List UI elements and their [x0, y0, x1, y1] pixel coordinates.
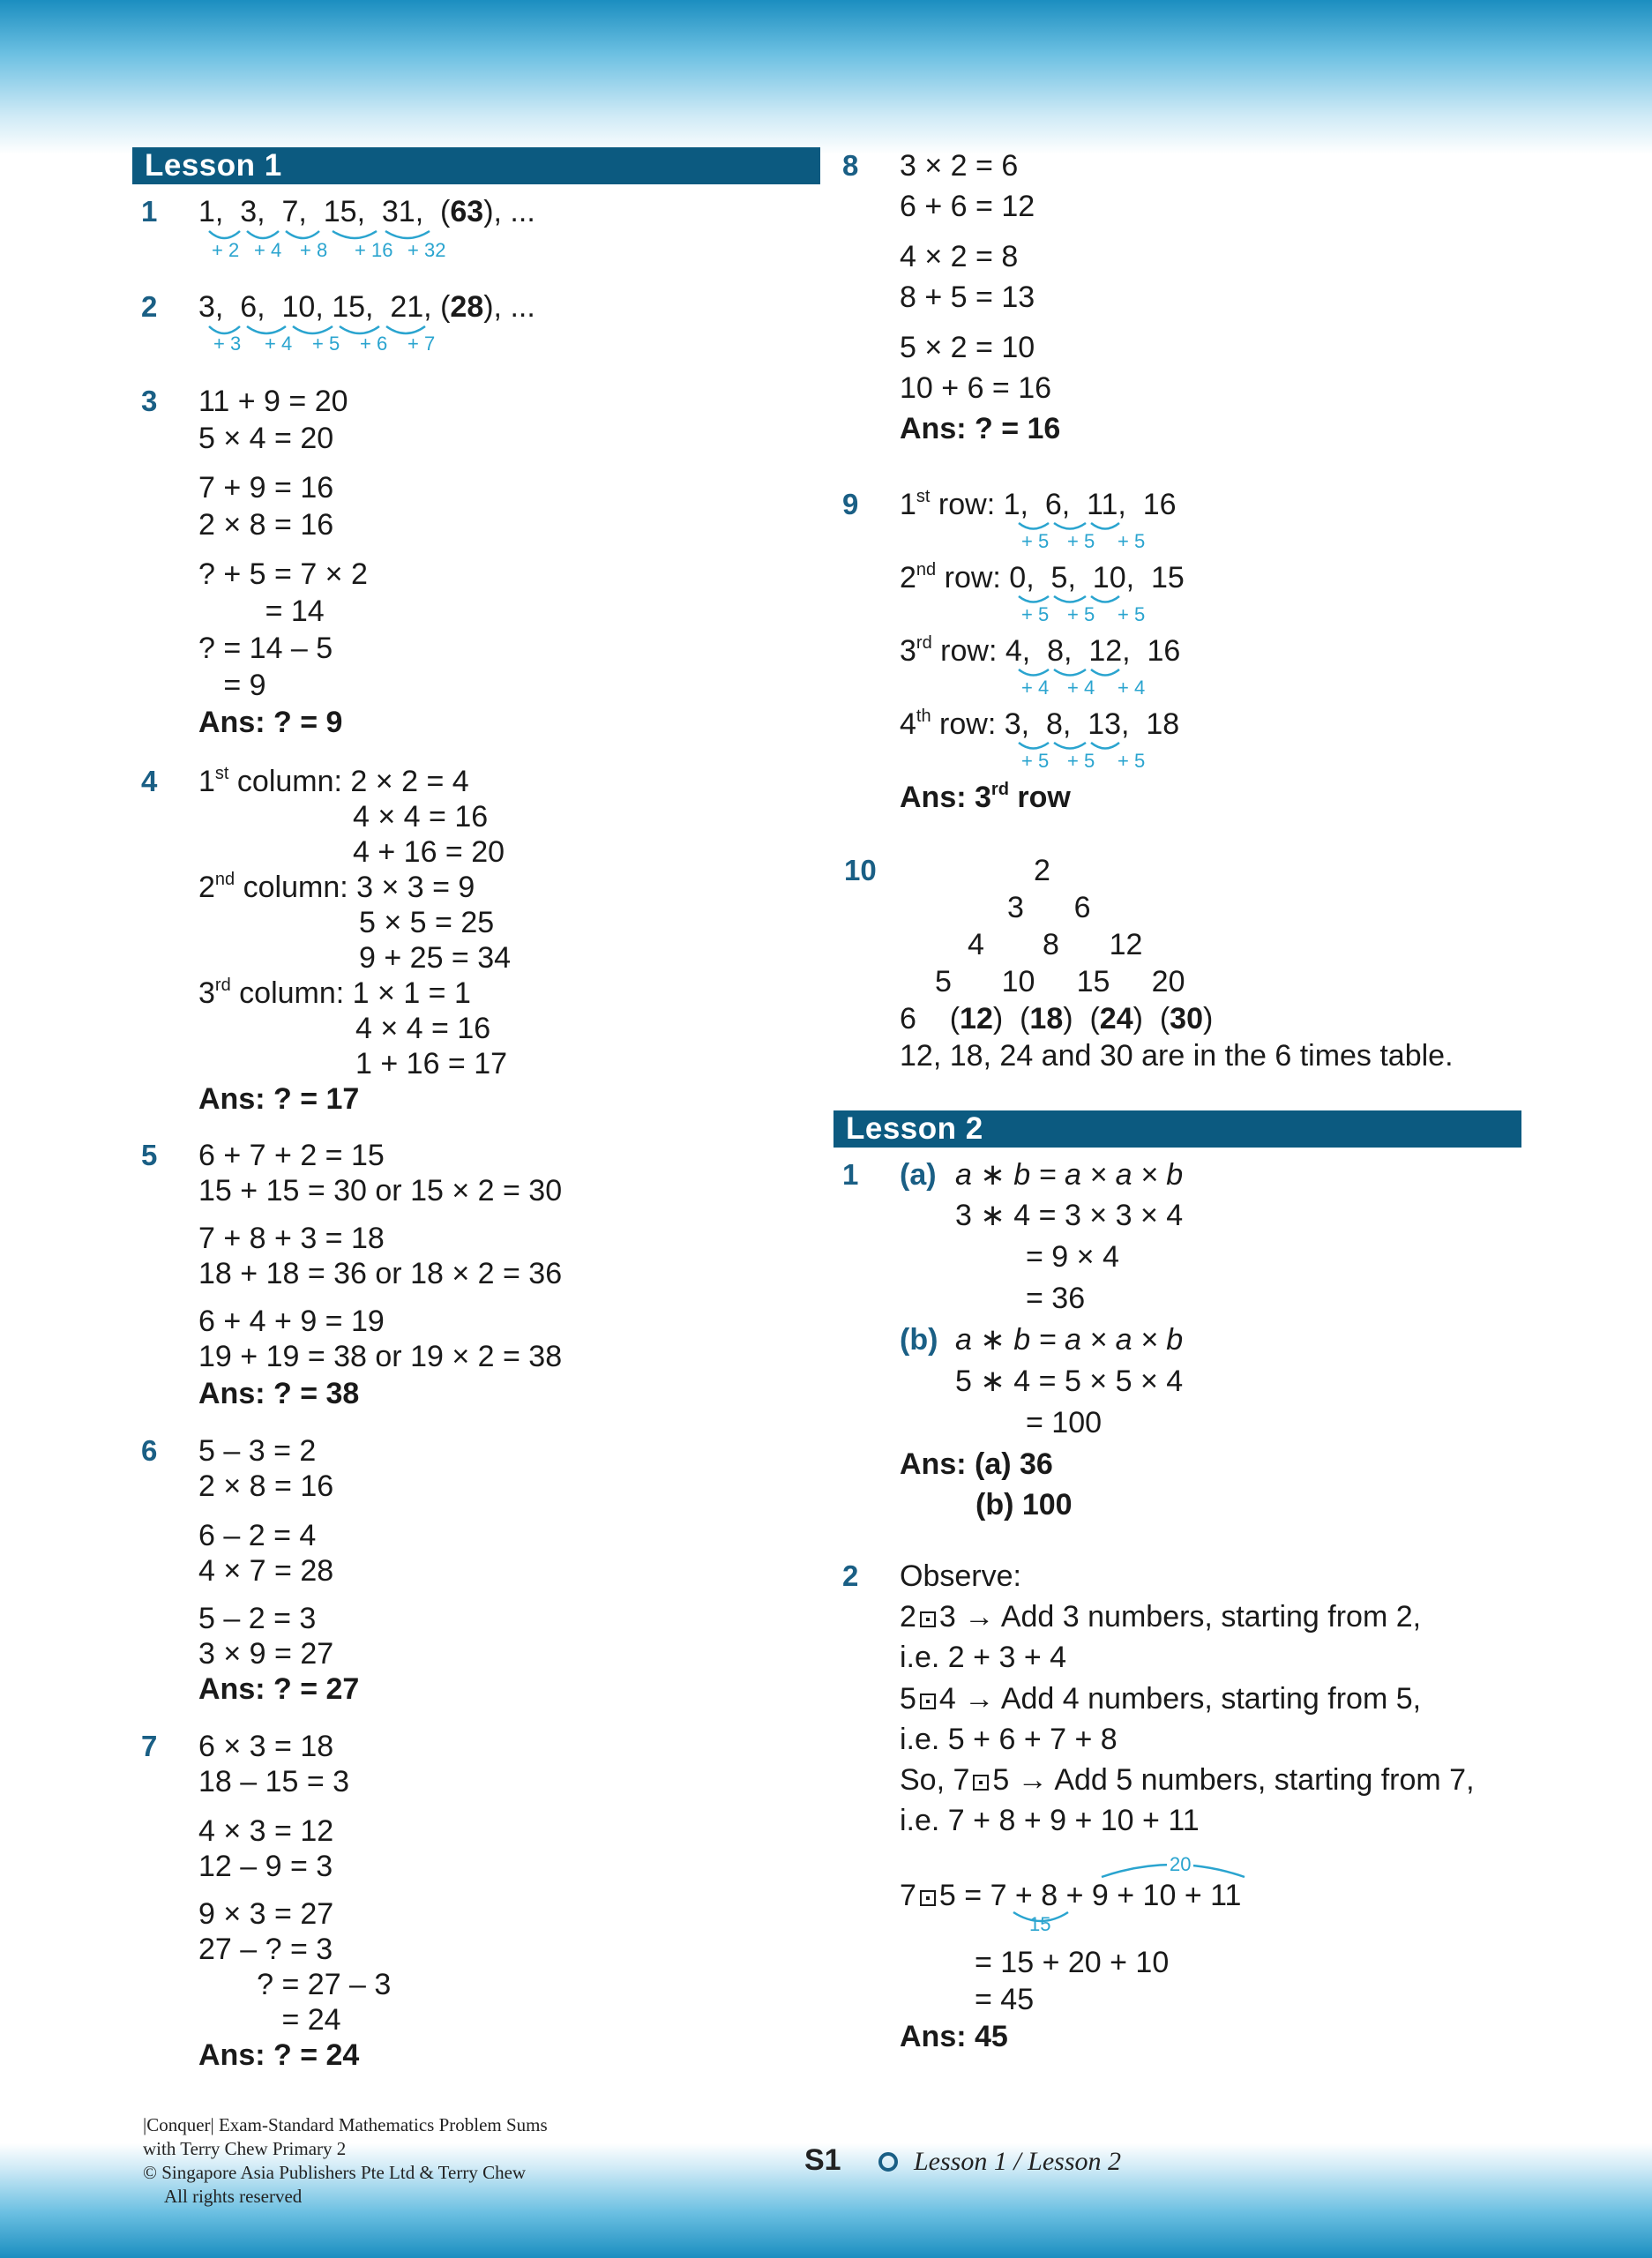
working-line: 4 × 4 = 16: [355, 1012, 491, 1045]
question-6: [132, 1433, 820, 1716]
difference-label: + 4: [265, 333, 293, 355]
question-number: 7: [141, 1730, 158, 1762]
working-line: i.e. 5 + 6 + 7 + 8: [900, 1723, 1118, 1756]
rule-line: [900, 1762, 1475, 1798]
question-number: 5: [141, 1139, 158, 1171]
column-text: column: 3 × 3 = 9: [235, 871, 475, 904]
ordinal-number: 1: [198, 765, 215, 798]
working-line: 4 × 2 = 8: [900, 240, 1019, 273]
answer-number: 24: [1099, 1002, 1133, 1036]
ordinal-number: 3: [198, 976, 215, 1010]
triangle-row-4: 5 10 15 20: [935, 965, 1185, 998]
working-line: 9 + 25 = 34: [359, 941, 512, 975]
ordinal-number: 3: [900, 634, 916, 668]
triangle-row-3: 4 8 12: [968, 928, 1143, 961]
working-line: 19 + 19 = 38 or 19 × 2 = 38: [198, 1340, 563, 1373]
question-5: [132, 1138, 820, 1420]
difference-label: + 2: [212, 239, 240, 261]
book-title-line: |Conquer| Exam-Standard Mathematics Problem Sums: [143, 2114, 548, 2135]
working-line: 10 + 6 = 16: [900, 371, 1052, 405]
rule-number: So, 7: [900, 1763, 970, 1797]
working-line: 1 + 16 = 17: [355, 1047, 508, 1080]
answer-prefix: Ans: 3: [900, 781, 991, 814]
working-line: 11 + 9 = 20: [198, 385, 348, 418]
copyright-block: [143, 2113, 548, 2209]
ordinal-suffix: rd: [214, 976, 231, 995]
row-text: ) (: [1132, 1002, 1170, 1036]
row-3-line: [900, 633, 1180, 669]
answer-number: 12: [960, 1002, 993, 1036]
row-text: ): [1202, 1002, 1214, 1036]
question-10: [833, 853, 1521, 1073]
working-line: = 9: [198, 669, 266, 702]
ordinal-number: 2: [900, 561, 916, 594]
lesson-2-question-2: [833, 1559, 1521, 2061]
answer-line: Ans: 45: [900, 2020, 1008, 2053]
answer-line: Ans: ? = 9: [198, 706, 343, 739]
difference-label: + 4: [1118, 677, 1146, 699]
column-1-line: [198, 764, 469, 799]
question-2: [132, 289, 820, 360]
working-line: 5 – 3 = 2: [198, 1434, 317, 1468]
top-sum-label: 20: [1167, 1854, 1193, 1875]
ordinal-number: 4: [900, 707, 916, 741]
question-number: 6: [141, 1434, 158, 1467]
working-line: 6 × 3 = 18: [198, 1730, 334, 1763]
working-line: ? = 14 – 5: [198, 632, 333, 665]
working-line: = 100: [1026, 1406, 1103, 1439]
working-line: 3 ∗ 4 = 3 × 3 × 4: [955, 1199, 1184, 1232]
working-line: = 14: [198, 594, 325, 628]
answer-number: 18: [1029, 1002, 1064, 1036]
working-line: ? + 5 = 7 × 2: [198, 557, 368, 591]
difference-label: + 16: [355, 239, 393, 261]
working-line: ? = 27 – 3: [198, 1968, 392, 2001]
box-operator-icon: [920, 1694, 936, 1709]
copyright-line: © Singapore Asia Publishers Pte Ltd & Terry Chew: [143, 2162, 527, 2183]
ordinal-suffix: th: [916, 707, 931, 726]
working-line: = 36: [1026, 1282, 1086, 1315]
answer-line: Ans: ? = 38: [198, 1377, 360, 1410]
answer-line: [900, 780, 1071, 815]
box-operator-icon: [920, 1611, 936, 1627]
row-text: ) (: [992, 1002, 1030, 1036]
working-line: 2 × 8 = 16: [198, 1469, 334, 1503]
working-line: = 15 + 20 + 10: [975, 1946, 1170, 1979]
working-line: i.e. 7 + 8 + 9 + 10 + 11: [900, 1804, 1200, 1837]
ordinal-number: 2: [198, 871, 215, 904]
triangle-row-1: 2: [1034, 854, 1050, 887]
difference-label: + 5: [1118, 603, 1146, 625]
box-operator-icon: [920, 1890, 936, 1906]
column-text: column: 2 × 2 = 4: [228, 765, 469, 798]
row-text: 6 (: [900, 1002, 961, 1036]
rule-number: 7: [900, 1879, 916, 1912]
question-number: 1: [842, 1158, 859, 1191]
difference-label: + 5: [1067, 603, 1095, 625]
question-number: 2: [842, 1559, 859, 1592]
working-line: 3 × 2 = 6: [900, 149, 1019, 183]
sequence-tail: ), ...: [483, 290, 535, 324]
rule-line: [900, 1599, 1421, 1634]
answer-suffix: row: [1008, 781, 1071, 814]
sequence-tail: ), ...: [483, 195, 535, 228]
working-line: 6 – 2 = 4: [198, 1519, 317, 1552]
question-number: 1: [141, 195, 158, 228]
rule-text: 4 → Add 4 numbers, starting from 5,: [938, 1682, 1422, 1716]
difference-label: + 5: [1021, 603, 1050, 625]
working-line: 2 × 8 = 16: [198, 508, 334, 542]
answer-line: Ans: ? = 24: [198, 2038, 360, 2072]
working-line: 5 ∗ 4 = 5 × 5 × 4: [955, 1365, 1184, 1398]
triangle-row-5: [900, 1001, 1213, 1036]
question-8: [833, 148, 1521, 448]
working-line: 5 – 2 = 3: [198, 1602, 317, 1635]
difference-label: + 5: [1118, 750, 1146, 772]
row-text: row: 1, 6, 11, 16: [930, 488, 1177, 521]
observe-line: Observe:: [900, 1559, 1021, 1593]
rule-line: [900, 1681, 1421, 1716]
ordinal-suffix: rd: [916, 633, 932, 653]
column-text: column: 1 × 1 = 1: [230, 976, 471, 1010]
ordinal-suffix: st: [214, 764, 229, 783]
answer-line: Ans: (a) 36: [900, 1447, 1053, 1481]
sequence-line: [198, 194, 535, 229]
rule-number: 5: [900, 1682, 916, 1716]
row-2-line: [900, 560, 1185, 595]
working-line: 4 × 4 = 16: [353, 800, 489, 834]
working-line: 6 + 6 = 12: [900, 190, 1035, 223]
row-text: ) (: [1063, 1002, 1100, 1036]
working-line: 5 × 2 = 10: [900, 331, 1035, 364]
question-1: [132, 194, 820, 265]
working-line: 5 × 4 = 20: [198, 422, 334, 455]
difference-label: + 5: [1067, 530, 1095, 552]
ordinal-suffix: st: [916, 487, 931, 506]
difference-label: + 7: [407, 333, 436, 355]
question-number: 2: [141, 290, 158, 323]
ordinal-number: 1: [900, 488, 916, 521]
expression-text: 5 = 7 + 8 + 9 + 10 + 11: [938, 1879, 1242, 1912]
working-line: 4 × 3 = 12: [198, 1814, 334, 1848]
difference-label: + 4: [1067, 677, 1095, 699]
difference-label: + 8: [300, 239, 328, 261]
row-1-line: [900, 487, 1177, 522]
sequence-line: [198, 289, 535, 325]
row-text: row: 0, 5, 10, 15: [936, 561, 1185, 594]
working-line: 8 + 5 = 13: [900, 280, 1035, 314]
question-3: [132, 384, 820, 745]
working-line: = 9 × 4: [1026, 1240, 1119, 1274]
question-9: [833, 487, 1521, 822]
page-number: S1: [804, 2143, 841, 2177]
difference-label: + 5: [1021, 530, 1050, 552]
question-number: 3: [141, 385, 158, 417]
difference-label: + 6: [360, 333, 388, 355]
difference-label: + 5: [1118, 530, 1146, 552]
triangle-row-2: 3 6: [1007, 891, 1091, 924]
definition-line: a ∗ b = a × a × b: [955, 1323, 1184, 1357]
working-line: 27 – ? = 3: [198, 1933, 333, 1966]
question-number: 8: [842, 149, 859, 182]
rule-text: 3 → Add 3 numbers, starting from 2,: [938, 1600, 1422, 1634]
sequence-text: 1, 3, 7, 15, 31, (: [198, 195, 451, 228]
row-4-line: [900, 707, 1179, 742]
top-gradient-band: [0, 0, 1652, 154]
difference-label: + 5: [1021, 750, 1050, 772]
lesson-2-question-1: [833, 1157, 1521, 1522]
sequence-answer: 63: [450, 195, 484, 228]
working-line: = 24: [198, 2003, 341, 2037]
working-line: 18 – 15 = 3: [198, 1765, 350, 1798]
row-text: row: 3, 8, 13, 18: [931, 707, 1180, 741]
sequence-answer: 28: [450, 290, 484, 324]
question-number: 4: [141, 765, 158, 797]
difference-label: + 32: [407, 239, 446, 261]
working-line: 15 + 15 = 30 or 15 × 2 = 30: [198, 1174, 563, 1208]
answer-line: Ans: ? = 27: [198, 1672, 360, 1706]
difference-label: + 4: [1021, 677, 1050, 699]
difference-arcs: [205, 323, 575, 340]
ordinal-suffix: nd: [916, 560, 937, 579]
difference-label: + 4: [254, 239, 282, 261]
box-operator-icon: [973, 1775, 989, 1791]
ordinal-suffix: nd: [214, 870, 235, 889]
sequence-text: 3, 6, 10, 15, 21, (: [198, 290, 451, 324]
answer-line: Ans: ? = 17: [198, 1082, 360, 1116]
column-3-line: [198, 976, 471, 1011]
question-4: [132, 764, 820, 1125]
working-line: 6 + 4 + 9 = 19: [198, 1305, 385, 1338]
ring-icon: [878, 2152, 898, 2172]
difference-label: + 5: [1067, 750, 1095, 772]
working-line: 7 + 8 + 3 = 18: [198, 1222, 385, 1255]
bottom-sum-label: 15: [1029, 1913, 1051, 1935]
working-line: i.e. 2 + 3 + 4: [900, 1641, 1067, 1674]
rights-line: All rights reserved: [164, 2186, 303, 2207]
question-number: 9: [842, 488, 859, 520]
working-line: = 45: [975, 1983, 1035, 2016]
working-line: 9 × 3 = 27: [198, 1897, 334, 1931]
working-line: 5 × 5 = 25: [359, 906, 495, 939]
working-line: 12 – 9 = 3: [198, 1850, 333, 1883]
answer-line: Ans: ? = 16: [900, 412, 1061, 445]
ordinal-suffix: rd: [990, 780, 1009, 799]
lesson-1-header: Lesson 1: [132, 147, 820, 184]
rule-text: 5 → Add 5 numbers, starting from 7,: [992, 1763, 1475, 1797]
row-text: row: 4, 8, 12, 16: [931, 634, 1181, 668]
column-2-line: [198, 870, 475, 905]
question-7: [132, 1729, 820, 2082]
footer-lesson-label: Lesson 1 / Lesson 2: [914, 2147, 1122, 2176]
working-line: 7 + 9 = 16: [198, 471, 334, 505]
difference-label: + 3: [213, 333, 242, 355]
part-b-label: (b): [900, 1323, 938, 1357]
explanation-line: 12, 18, 24 and 30 are in the 6 times table.: [900, 1039, 1454, 1073]
working-line: 3 × 9 = 27: [198, 1637, 334, 1671]
difference-label: + 5: [312, 333, 340, 355]
answer-line: (b) 100: [976, 1488, 1073, 1522]
working-line: 4 + 16 = 20: [353, 835, 505, 869]
part-a-label: (a): [900, 1158, 937, 1192]
rule-number: 2: [900, 1600, 916, 1634]
answer-number: 30: [1170, 1002, 1203, 1036]
book-subtitle-line: with Terry Chew Primary 2: [143, 2138, 347, 2159]
expression-line: [900, 1878, 1241, 1913]
working-line: 4 × 7 = 28: [198, 1554, 334, 1588]
question-number: 10: [844, 854, 877, 886]
lesson-2-header: Lesson 2: [833, 1110, 1521, 1148]
working-line: 18 + 18 = 36 or 18 × 2 = 36: [198, 1257, 563, 1290]
definition-line: a ∗ b = a × a × b: [955, 1158, 1184, 1192]
working-line: 6 + 7 + 2 = 15: [198, 1139, 385, 1172]
